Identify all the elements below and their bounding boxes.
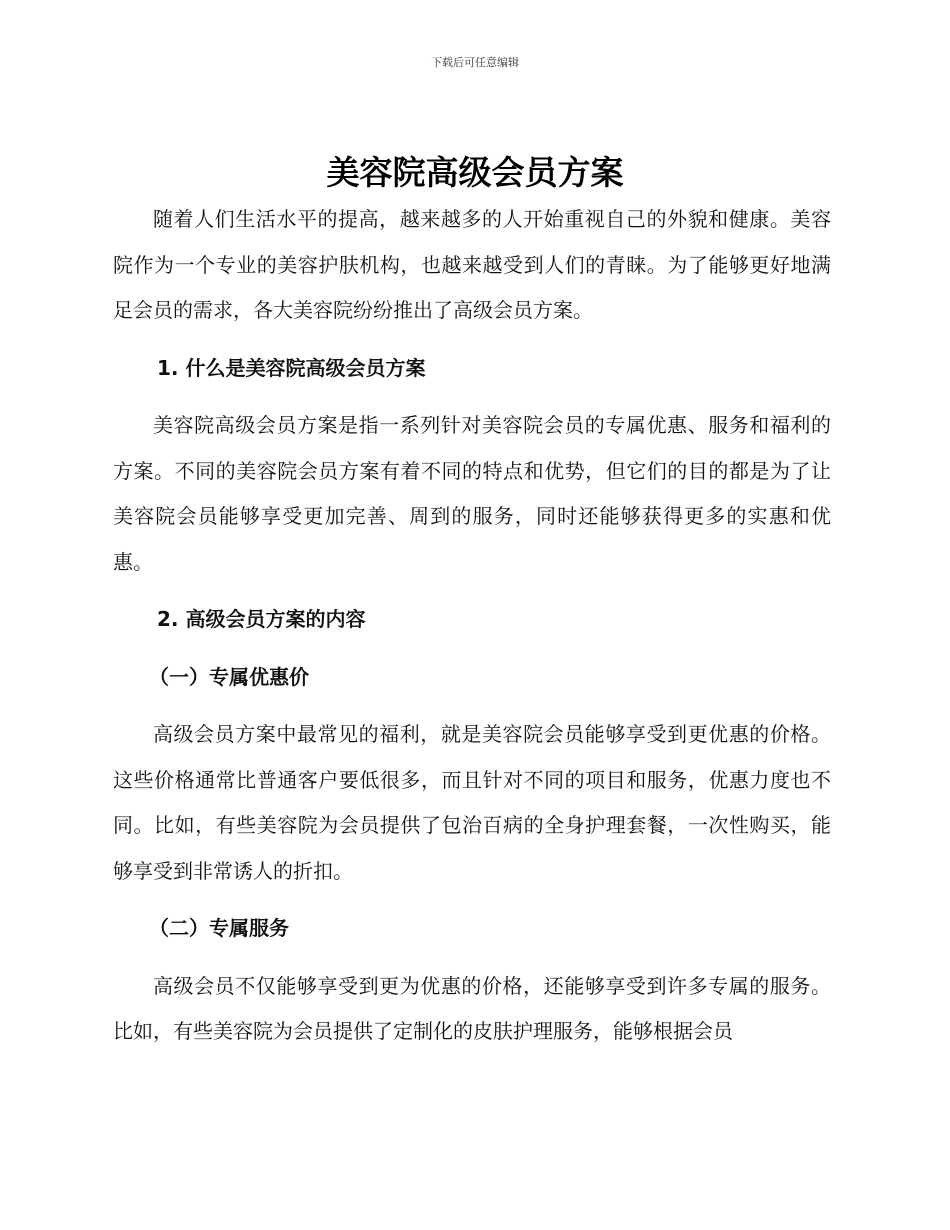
document-body [113,197,831,1055]
subsection-heading-service: （二）专属服务 [149,916,289,940]
page-header-note: 下载后可任意编辑 [431,56,519,69]
section-what-is-paragraph: 美容院高级会员方案是指一系列针对美容院会员的专属优惠、服务和福利的方案。不同的美容院会员方案有着不同的特点和优势，但它们的目的都是为了让美容院会员能够享受更加完善、周到的服务，同时还能够获得更多的实惠和优惠。 [113,413,831,574]
section-heading-content: 2. 高级会员方案的内容 [157,607,366,631]
subsection-discount-paragraph: 高级会员方案中最常见的福利，就是美容院会员能够享受到更优惠的价格。这些价格通常比普通客户要低很多，而且针对不同的项目和服务，优惠力度也不同。比如，有些美容院为会员提供了包治百病的全身护理套餐，一次性购买，能够享受到非常诱人的折扣。 [113,722,831,883]
subsection-service-paragraph: 高级会员不仅能够享受到更为优惠的价格，还能够享受到许多专属的服务。比如，有些美容院为会员提供了定制化的皮肤护理服务，能够根据会员 [113,973,831,1043]
intro-paragraph: 随着人们生活水平的提高，越来越多的人开始重视自己的外貌和健康。美容院作为一个专业的美容护肤机构，也越来越受到人们的青睐。为了能够更好地满足会员的需求，各大美容院纷纷推出了高级会员方案。 [113,207,831,322]
subsection-heading-discount: （一）专属优惠价 [149,664,309,689]
document-title: 美容院高级会员方案 [326,153,624,192]
section-heading-what-is: 1. 什么是美容院高级会员方案 [157,355,426,380]
